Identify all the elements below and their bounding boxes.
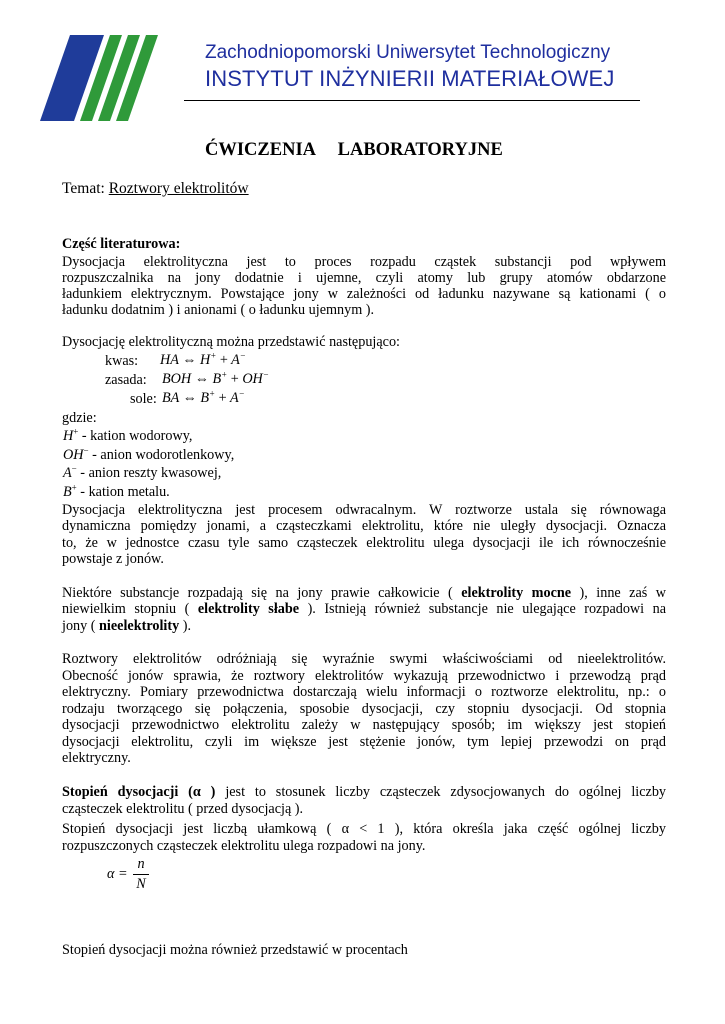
ion-a-symbol: A — [63, 465, 72, 481]
header-divider — [184, 100, 640, 101]
eq-label-salt: sole: — [130, 391, 157, 407]
intro-line-2: rozpuszczalnika na jony dodatnie i ujemne, czyli atomy lub grupy atomów obdarzone — [62, 270, 666, 286]
eq-base-prod1-charge: + — [221, 369, 228, 380]
ion-oh — [63, 447, 234, 464]
eq-label-acid: kwas: — [105, 353, 139, 369]
strong-l2-c: ). Istnieją również substancje nie ulegające rozpadowi na — [307, 601, 667, 617]
ion-oh-symbol: OH — [63, 447, 84, 463]
eq-base — [162, 371, 269, 388]
nonelectrolytes: nieelektrolity — [99, 618, 180, 634]
eq-acid-prod2-charge: − — [239, 350, 246, 361]
fraction-bar — [133, 874, 149, 875]
eq-acid — [160, 352, 246, 369]
ion-b — [63, 484, 170, 501]
solutions-line-7: elektryczny. — [62, 750, 131, 766]
institute-name: INSTYTUT INŻYNIERII MATERIAŁOWEJ — [205, 66, 615, 91]
ion-h-desc: - kation wodorowy, — [81, 428, 193, 444]
ion-oh-desc: - anion wodorotlenkowy, — [92, 447, 235, 463]
formula-denominator: N — [136, 876, 146, 892]
degree-line-4: rozpuszczonych cząsteczek elektrolitu ulega rozpadowi na jony. — [62, 838, 426, 854]
reversible-line-4: powstaje z jonów. — [62, 551, 164, 567]
intro-line-1: Dysocjacja elektrolityczna jest to proces rozpadu cząstek substancji pod wpływem — [62, 254, 666, 270]
eq-base-arrow: ⇔ — [194, 371, 209, 387]
solutions-line-4: rodzaju tworzącego się połączenia, sposobie dysocjacji, czy stopniu dysocjacji. Od stopnia — [62, 701, 666, 717]
reversible-line-2: dynamiczna pomiędzy jonami, a cząsteczkami elektrolitu, które nie uległy dysocjacji. Oznacza — [62, 518, 666, 534]
eq-label-base: zasada: — [105, 372, 147, 388]
solutions-line-6: dysocjacji elektrolitu, czyli im większe jest stężenie jonów, tym lepiej przewodzi on prąd — [62, 734, 666, 750]
section-heading: Część literaturowa: — [62, 236, 181, 252]
university-name: Zachodniopomorski Uniwersytet Technologiczny — [205, 42, 611, 63]
degree-line-1 — [62, 784, 666, 801]
degree-term: Stopień dysocjacji (α ) — [62, 784, 216, 800]
weak-electrolytes: elektrolity słabe — [197, 601, 300, 617]
eq-acid-lhs: HA — [160, 352, 179, 368]
title-part-1: ĆWICZENIA — [205, 140, 315, 160]
solutions-line-2: Obecność jonów sprawia, że roztwory elektrolitów wykazują przewodnictwo i przewodzą prąd — [62, 668, 666, 684]
strong-line-3 — [62, 618, 666, 635]
degree-definition: jest to stosunek liczby cząsteczek zdysocjowanych do ogólnej liczby — [225, 784, 667, 800]
university-logo — [40, 35, 158, 121]
eq-salt-prod1-charge: + — [209, 388, 216, 399]
strong-l1-c: ), inne zaś w — [579, 585, 667, 601]
ion-a-desc: - anion reszty kwasowej, — [80, 465, 222, 481]
ion-h-symbol: H — [63, 428, 74, 444]
formula-fraction — [133, 856, 149, 893]
ion-a — [63, 465, 221, 482]
strong-electrolytes: elektrolity mocne — [461, 585, 572, 601]
degree-line-3: Stopień dysocjacji jest liczbą ułamkową ( α < 1 ), która określa jaka część ogólnej liczby — [62, 821, 666, 837]
ion-a-charge: − — [71, 463, 77, 474]
formula-lhs: α = — [107, 866, 128, 882]
eq-salt — [162, 390, 245, 407]
eq-salt-arrow: ⇔ — [182, 390, 197, 406]
eq-base-prod2: OH — [242, 371, 263, 387]
diss-intro: Dysocjację elektrolityczną można przedstawić następująco: — [62, 334, 400, 350]
percent-line: Stopień dysocjacji można również przedstawić w procentach — [62, 942, 408, 958]
eq-base-prod2-charge: − — [262, 369, 269, 380]
eq-salt-prod2-charge: − — [238, 388, 245, 399]
page-title — [205, 140, 503, 161]
eq-base-plus: + — [230, 371, 239, 387]
topic-value: Roztwory elektrolitów — [108, 180, 249, 197]
solutions-line-3: elektryczny. Pomiary przewodnictwa dostarczają wielu informacji o roztworze elektrolitu, np.: o — [62, 684, 666, 700]
strong-l3-a: jony ( — [62, 618, 96, 634]
eq-acid-prod1-charge: + — [210, 350, 217, 361]
ion-h-charge: + — [73, 426, 79, 437]
strong-line-2 — [62, 601, 666, 618]
ion-b-desc: - kation metalu. — [80, 484, 170, 500]
strong-l1-a: Niektóre substancje rozpadają się na jony prawie całkowicie ( — [62, 585, 453, 601]
reversible-line-1: Dysocjacja elektrolityczna jest procesem odwracalnym. W roztworze ustala się równowaga — [62, 502, 666, 518]
eq-salt-prod2: A — [229, 390, 239, 406]
eq-acid-prod2: A — [231, 352, 240, 368]
where-label: gdzie: — [62, 410, 97, 426]
degree-line-2: cząsteczek elektrolitu ( przed dysocjacją ). — [62, 801, 304, 817]
intro-line-3: ładunkiem elektrycznym. Powstające jony w zależności od ładunku nazywane są kationami ( o — [62, 286, 666, 302]
solutions-line-5: dysocjacji przewodnictwo elektrolitu zależy w następujący sposób; im większy jest stopień — [62, 717, 666, 733]
formula-numerator: n — [137, 856, 145, 872]
eq-acid-arrow: ⇔ — [182, 352, 197, 368]
ion-oh-charge: − — [83, 445, 89, 456]
eq-base-prod1: B — [212, 371, 222, 387]
eq-salt-lhs: BA — [162, 390, 180, 406]
strong-l3-c: ). — [182, 618, 191, 634]
eq-acid-prod1: H — [199, 352, 211, 368]
topic-line — [62, 180, 249, 198]
ion-h — [63, 428, 192, 445]
strong-l2-a: niewielkim stopniu ( — [62, 601, 190, 617]
solutions-line-1: Roztwory elektrolitów odróżniają się wyraźnie swymi właściwościami od nieelektrolitów. — [62, 651, 666, 667]
eq-salt-plus: + — [218, 390, 227, 406]
topic-label: Temat: — [62, 180, 105, 197]
title-part-2: LABORATORYJNE — [337, 140, 503, 160]
eq-acid-plus: + — [219, 352, 228, 368]
ion-b-symbol: B — [63, 484, 72, 500]
eq-base-lhs: BOH — [162, 371, 192, 387]
ion-b-charge: + — [71, 482, 77, 493]
eq-salt-prod1: B — [200, 390, 210, 406]
strong-line-1 — [62, 585, 666, 602]
intro-line-4: ładunku dodatnim ) i anionami ( o ładunku ujemnym ). — [62, 302, 375, 318]
reversible-line-3: to, że w jednostce czasu tyle samo cząsteczek elektrolitu ulega dysocjacji ile ich równocześnie — [62, 535, 666, 551]
